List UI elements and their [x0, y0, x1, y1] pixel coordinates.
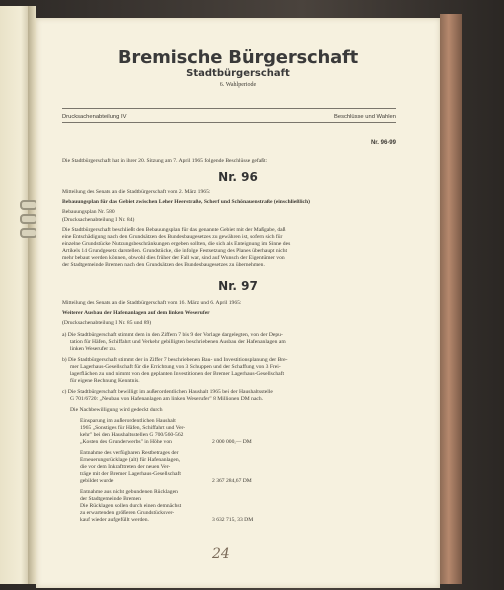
item-b-line: für eigene Rechnung Kenntnis. — [70, 378, 140, 384]
coverage-3-line: Die Rücklagen sollen durch einen demnächst — [80, 503, 182, 509]
coverage-2-amount: 2 367 284,67 DM — [212, 478, 252, 484]
section-96-ref: (Drucksachenabteilung I Nr. 84) — [62, 217, 135, 223]
item-c-line: G 701/6720: „Neubau von Hafenanlagen am linken Weserufer" 8 Millionen DM nach. — [70, 396, 264, 402]
binder-gutter — [28, 6, 36, 584]
coverage-intro: Die Nachbewilligung wird gedeckt durch — [70, 407, 163, 413]
section-96-body-line: Artikels 14 Grundgesetz darstellen. Grundstücke, die infolge Festsetzung des Planes überhaupt nicht — [62, 248, 288, 254]
binder-rings — [20, 200, 36, 280]
item-a-line: tation für Häfen, Schiffahrt und Verkehr gebilligten beschriebenen Ausbau der Hafenanlagen am — [70, 339, 286, 345]
header-rule-bottom — [62, 122, 396, 123]
item-b-line: lagerflächen zu und nimmt von den geplanten Investitionen der Bremer Lagerhaus-Gesellschaft — [70, 371, 285, 377]
item-b-line: b) Die Stadtbürgerschaft stimmt der in Ziffer 7 beschriebenen Bau- und Investitionsplanung der Bre- — [62, 357, 288, 363]
coverage-3-line: der Stadtgemeinde Bremen — [80, 496, 141, 502]
section-96-body-line: eine Entschädigung nach den Grundsätzen des Bundesbaugesetzes zu gewähren ist, sofern sich für — [62, 234, 283, 240]
coverage-2-line: Entnahme des verfügbaren Restbetrages der — [80, 450, 179, 456]
coverage-1-line: Einsparung im außerordentlichen Haushalt — [80, 418, 176, 424]
item-c-line: c) Die Stadtbürgerschaft bewilligt im außerordentlichen Haushalt 1965 bei der Haushaltsstelle — [62, 389, 273, 395]
coverage-1-line: kehr" bei den Haushaltsstellen G 700/560-562 — [80, 432, 184, 438]
legislative-period: 6. Wahlperiode — [219, 82, 257, 88]
coverage-1-line: „Kosten des Grunderwerbs" in Höhe von — [80, 439, 172, 445]
left-page-edge — [0, 6, 30, 584]
section-96-body-line: der Stadtgemeinde Bremen nach den Grundsätzen des Bundesbaugesetzes zu übernehmen. — [62, 262, 265, 268]
section-97-line: Mitteilung des Senats an die Stadtbürgerschaft vom 16. März und 6. April 1965: — [62, 300, 242, 306]
coverage-3-amount: 3 632 715, 33 DM — [212, 517, 254, 523]
document-subtitle: Stadtbürgerschaft — [186, 68, 290, 79]
department-label: Drucksachenabteilung IV — [62, 114, 127, 120]
section-97-ref: (Drucksachenabteilung I Nr. 85 und 89) — [62, 320, 152, 326]
section-96-plan: Bebauungsplan Nr. 580 — [62, 209, 115, 215]
coverage-3-line: zu erwartenden größeren Grundstücksver- — [80, 510, 175, 516]
item-a-line: linken Weserufer zu. — [70, 346, 117, 352]
coverage-2-line: Erneuerungsrücklage (alt) für Hafenanlagen, — [80, 457, 181, 463]
section-label: Beschlüsse und Wahlen — [334, 114, 396, 120]
header-rule — [62, 108, 396, 109]
section-97-label: Nr. 97 — [218, 279, 258, 293]
document-title: Bremische Bürgerschaft — [117, 47, 359, 68]
coverage-2-line: gebildet wurde — [80, 478, 114, 484]
section-96-line: Mitteilung des Senats an die Stadtbürgerschaft vom 2. März 1965: — [62, 189, 211, 195]
section-96-label: Nr. 96 — [218, 170, 258, 184]
coverage-3-line: kauf wieder aufgefüllt werden. — [80, 517, 149, 523]
coverage-3-line: Entnahme aus nicht gebundenen Rücklagen — [80, 489, 178, 495]
document-number: Nr. 96-99 — [370, 140, 396, 146]
item-a-line: a) Die Stadtbürgerschaft stimmt dem in den Ziffern 7 bis 9 der Vorlage dargelegten, von der Depu- — [62, 332, 283, 338]
item-b-line: mer Lagerhaus-Gesellschaft für die Errichtung von 3 Schuppen und der Schaffung von 3 Frei- — [70, 364, 281, 370]
coverage-2-line: träge mit der Bremer Lagerhaus-Gesellschaft — [80, 471, 181, 477]
coverage-1-amount: 2 000 000,— DM — [212, 439, 252, 445]
handwritten-page-number: 24 — [212, 546, 230, 562]
intro-text: Die Stadtbürgerschaft hat in ihrer 20. Sitzung am 7. April 1965 folgende Beschlüsse gefaßt: — [62, 158, 268, 164]
coverage-2-line: die vor dem Inkrafttreten der neuen Ver- — [80, 464, 171, 470]
section-97-title: Weiterer Ausbau der Hafenanlagen auf dem linken Weserufer — [62, 310, 210, 316]
section-96-body-line: einzelne Grundstücke Nutzungsbeschränkungen ergeben sollten, die sich als Enteignung im Sinne des — [62, 241, 291, 247]
page-stack-edge — [440, 14, 462, 584]
section-96-body-line: Die Stadtbürgerschaft beschließt den Bebauungsplan für das genannte Gebiet mit der Maßgabe, daß — [62, 227, 286, 233]
section-96-title: Bebauungsplan für das Gebiet zwischen Leher Heerstraße, Scherf und Schönauenstraße (einschließlich) — [62, 199, 310, 205]
section-96-body-line: mehr bebaut werden können, obwohl dies früher der Fall war, sind auf Wunsch der Eigentümer von — [62, 255, 285, 261]
document-page — [36, 18, 440, 588]
coverage-1-line: 1965 „Sonstiges für Häfen, Schiffahrt und Ver- — [80, 425, 186, 431]
